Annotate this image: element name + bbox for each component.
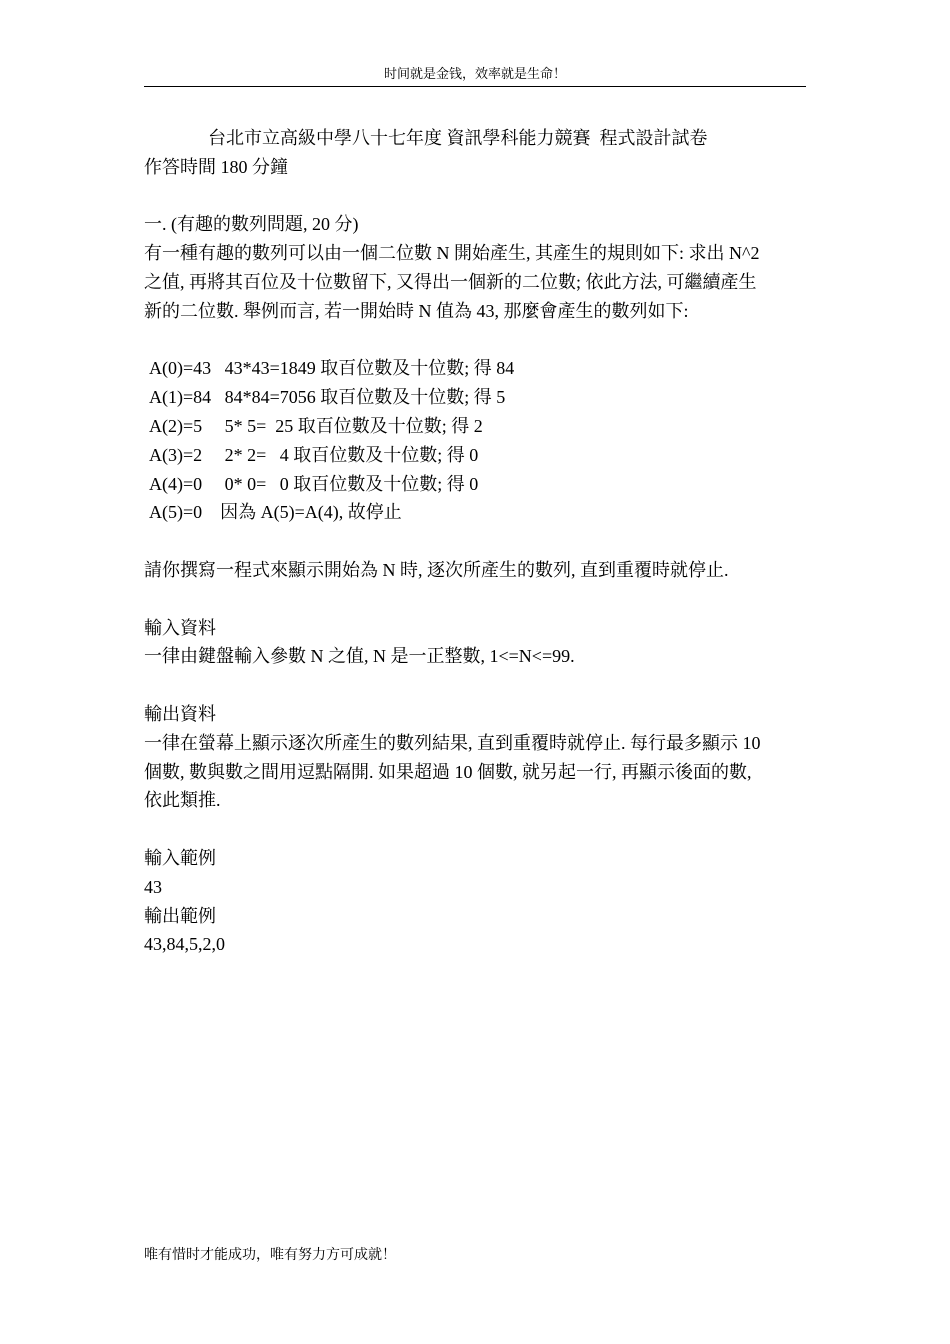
spacer — [144, 815, 806, 844]
sample-output-value: 43,84,5,2,0 — [144, 934, 225, 955]
output-description-line: 依此類推. — [144, 790, 221, 811]
sample-input-heading: 輸入範例 — [144, 847, 216, 868]
footer-text: 唯有惜时才能成功，唯有努力方可成就！ — [144, 1247, 396, 1263]
page-footer — [144, 1244, 396, 1266]
sequence-line: A(3)=2 2* 2= 4 取百位數及十位數; 得 0 — [149, 444, 479, 465]
document-body — [144, 124, 806, 959]
spacer — [144, 182, 806, 211]
spacer — [144, 671, 806, 700]
sequence-line: A(4)=0 0* 0= 0 取百位數及十位數; 得 0 — [149, 473, 479, 494]
sequence-line: A(1)=84 84*84=7056 取百位數及十位數; 得 5 — [149, 387, 506, 408]
output-description-line: 一律在螢幕上顯示逐次所產生的數列結果, 直到重覆時就停止. 每行最多顯示 10 — [144, 732, 761, 753]
page-header — [144, 64, 806, 87]
sample-input-value: 43 — [144, 876, 162, 897]
problem-description-line: 之值, 再將其百位及十位數留下, 又得出一個新的二位數; 依此方法, 可繼續產生 — [144, 271, 757, 292]
sequence-line: A(5)=0 因為 A(5)=A(4), 故停止 — [149, 502, 402, 523]
problem-description-line: 有一種有趣的數列可以由一個二位數 N 開始產生, 其產生的規則如下: 求出 N^2 — [144, 243, 760, 264]
sequence-line: A(0)=43 43*43=1849 取百位數及十位數; 得 84 — [149, 358, 515, 379]
spacer — [144, 585, 806, 614]
output-heading: 輸出資料 — [144, 703, 216, 724]
exam-title: 台北市立高級中學八十七年度 資訊學科能力競賽 程式設計試卷 — [208, 128, 708, 148]
problem-description-line: 新的二位數. 舉例而言, 若一開始時 N 值為 43, 那麼會產生的數列如下: — [144, 300, 689, 321]
sequence-line: A(2)=5 5* 5= 25 取百位數及十位數; 得 2 — [149, 415, 483, 436]
exam-duration: 作答時間 180 分鐘 — [144, 156, 288, 177]
input-heading: 輸入資料 — [144, 617, 216, 638]
problem-heading: 一. (有趣的數列問題, 20 分) — [144, 214, 359, 235]
output-description-line: 個數, 數與數之間用逗點隔開. 如果超過 10 個數, 就另起一行, 再顯示後面的數, — [144, 761, 752, 782]
spacer — [144, 326, 806, 355]
task-statement: 請你撰寫一程式來顯示開始為 N 時, 逐次所產生的數列, 直到重覆時就停止. — [144, 559, 729, 580]
sample-output-heading: 輸出範例 — [144, 905, 216, 926]
input-description: 一律由鍵盤輸入參數 N 之值, N 是一正整數, 1<=N<=99. — [144, 646, 575, 667]
header-text: 时间就是金钱，效率就是生命！ — [383, 67, 566, 82]
spacer — [144, 527, 806, 556]
